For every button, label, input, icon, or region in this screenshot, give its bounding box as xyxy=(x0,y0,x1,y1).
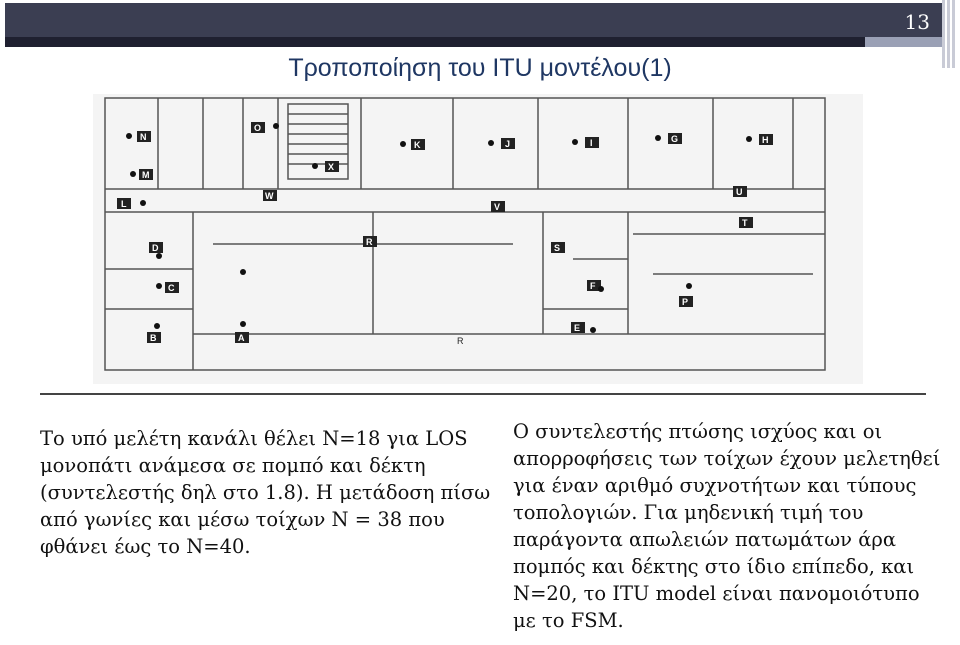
slide-number: 13 xyxy=(904,10,930,34)
slide-title: Τροποποίηση του ITU μοντέλου(1) xyxy=(288,54,672,82)
room-label-c: C xyxy=(168,283,175,293)
room-label-j: J xyxy=(505,139,511,149)
room-label-g: G xyxy=(671,134,679,144)
room-label-k: K xyxy=(414,140,421,150)
plan-footer-mark: R xyxy=(457,336,464,346)
room-label-f: F xyxy=(590,281,596,291)
room-label-r: R xyxy=(366,237,373,247)
room-label-l: L xyxy=(121,199,127,209)
floor-plan xyxy=(93,94,863,384)
room-label-o: O xyxy=(254,123,262,133)
divider-line xyxy=(40,393,926,395)
top-bar-accent xyxy=(5,37,865,47)
top-bar xyxy=(5,3,942,37)
left-text-block: Το υπό μελέτη κανάλι θέλει N=18 για LOS μονοπάτι ανάμεσα σε πομπό και δέκτη (συντελεστής δηλ στο 1.8). Η μετάδοση πίσω από γωνίες και μέσω τοίχων N = 38 που φθάνει έως το N=40. xyxy=(40,427,491,558)
right-text-block: Ο συντελεστής πτώσης ισχύος και οι απορροφήσεις των τοίχων έχουν μελετηθεί για έναν αριθμό συχνοτήτων και τύπους τοπολογιών. Για μηδενική τιμή του παράγοντα απωλειών πατωμάτων άρα πομπός και δέκτης στο ίδιο επίπεδο, και N=20, το ITU model είναι πανομοιότυπο με το FSM. xyxy=(513,420,941,632)
room-label-d: D xyxy=(152,243,159,253)
room-label-p: P xyxy=(682,297,689,307)
room-label-t: T xyxy=(742,218,748,228)
room-label-w: W xyxy=(265,191,274,201)
room-label-n: N xyxy=(140,132,147,142)
room-label-m: M xyxy=(142,170,150,180)
room-label-s: S xyxy=(554,243,561,253)
room-label-e: E xyxy=(574,323,581,333)
room-label-x: X xyxy=(328,162,335,172)
room-label-i: I xyxy=(590,138,593,148)
room-label-h: H xyxy=(762,135,769,145)
room-label-v: V xyxy=(494,202,501,212)
room-label-a: A xyxy=(238,333,245,343)
top-bar-accent-light xyxy=(865,37,945,47)
room-label-b: B xyxy=(150,333,157,343)
room-label-u: U xyxy=(736,187,743,197)
